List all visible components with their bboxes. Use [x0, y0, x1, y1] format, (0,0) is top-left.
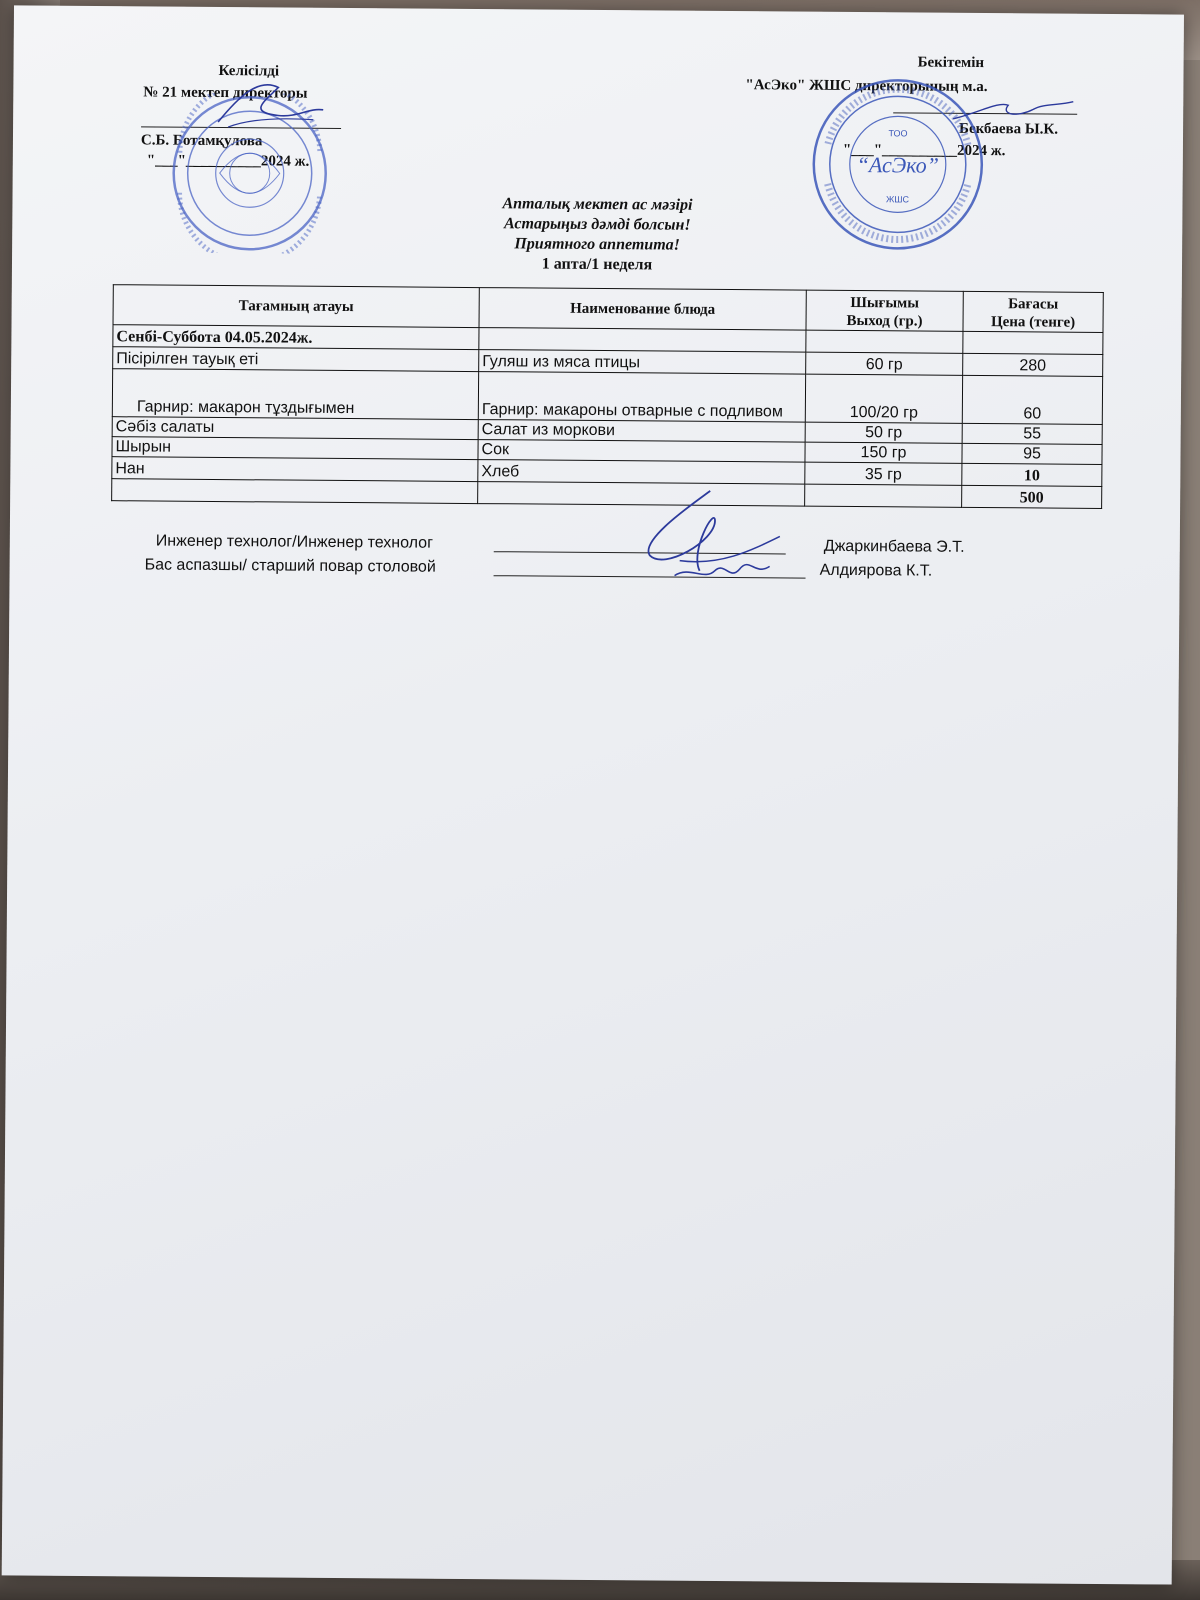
engineer-signature-scribble [619, 480, 830, 602]
approve-right-title: Бекітемін [917, 54, 985, 72]
dish-yield: 35 гр [805, 462, 962, 485]
table-row [112, 369, 1102, 425]
empty-cell [479, 328, 806, 353]
approve-left-position: № 21 мектеп директоры [143, 84, 308, 102]
dish-price: 55 [962, 423, 1102, 444]
header-price [963, 291, 1103, 332]
engineer-name: Джаркинбаева Э.Т. [823, 537, 965, 556]
menu-heading-week: 1 апта/1 неделя [541, 255, 653, 274]
dish-name-ru: Сок [478, 440, 805, 463]
seal-center-top: ТОО [888, 128, 908, 139]
approve-right-name: Бекбаева Ы.К. [959, 120, 1059, 138]
approve-right-position: "АсЭко" ЖШС директорының м.а. [745, 77, 988, 96]
header-name-kz: Тағамның атауы [113, 285, 479, 328]
empty-cell [806, 330, 963, 353]
seal-center-name: “АсЭко” [856, 152, 939, 178]
dish-name-kz: Сәбіз салаты [112, 417, 478, 440]
dish-name-kz: Шырын [112, 437, 478, 460]
seal-center-bottom: ЖШС [885, 194, 910, 205]
header-yield-ru: Выход (гр.) [846, 312, 923, 330]
dish-name-kz: Нан [112, 457, 478, 482]
document-page [2, 5, 1184, 1584]
dish-yield: 50 гр [805, 422, 962, 443]
menu-table [111, 284, 1104, 509]
header-name-ru: Наименование блюда [479, 288, 806, 331]
left-signature-scribble [148, 66, 349, 138]
dish-price: 60 [962, 375, 1102, 424]
menu-heading-line2: Астарыңыз дәмді болсын! [503, 215, 691, 234]
dish-name-ru: Салат из моркови [478, 420, 805, 443]
dish-price: 10 [962, 463, 1102, 486]
approve-right-date: "___"__________2024 ж. [842, 141, 1006, 160]
dish-yield: 60 гр [806, 352, 963, 375]
dish-price: 280 [963, 353, 1103, 376]
menu-heading-line1: Апталық мектеп ас мәзірі [502, 195, 693, 214]
cook-name: Алдиярова К.Т. [819, 561, 933, 580]
dish-name-kz: Гарнир: макарон тұздығымен [112, 369, 478, 420]
engineer-label: Инженер технолог/Инженер технолог [155, 532, 434, 552]
dish-name-ru: Гуляш из мяса птицы [479, 350, 806, 375]
header-price-kz: Бағасы [1008, 296, 1059, 313]
day-label: Сенбі-Суббота 04.05.2024ж. [113, 325, 479, 350]
empty-cell [963, 331, 1103, 354]
dish-name-kz: Пісірілген тауық еті [113, 347, 479, 372]
right-signature-scribble [948, 91, 1078, 132]
dish-yield: 100/20 гр [805, 374, 962, 423]
approve-left-name: С.Б. Ботамқулова [140, 132, 263, 150]
dish-yield: 150 гр [805, 442, 962, 463]
dish-name-ru: Хлеб [478, 460, 805, 485]
empty-cell [112, 479, 478, 504]
total-price: 500 [962, 485, 1102, 508]
dish-name-ru: Гарнир: макароны отварные с подливом [478, 372, 805, 423]
approve-left-title: Келісілді [218, 63, 280, 80]
dish-price: 95 [962, 443, 1102, 464]
cook-label: Бас аспазшы/ старший повар столовой [144, 556, 436, 576]
header-yield [806, 290, 963, 331]
menu-heading-line3: Приятного аппетита! [514, 235, 680, 254]
approve-left-date: "___"__________2024 ж. [146, 152, 310, 170]
header-yield-kz: Шығымы [850, 294, 920, 312]
header-price-ru: Цена (тенге) [990, 314, 1076, 331]
